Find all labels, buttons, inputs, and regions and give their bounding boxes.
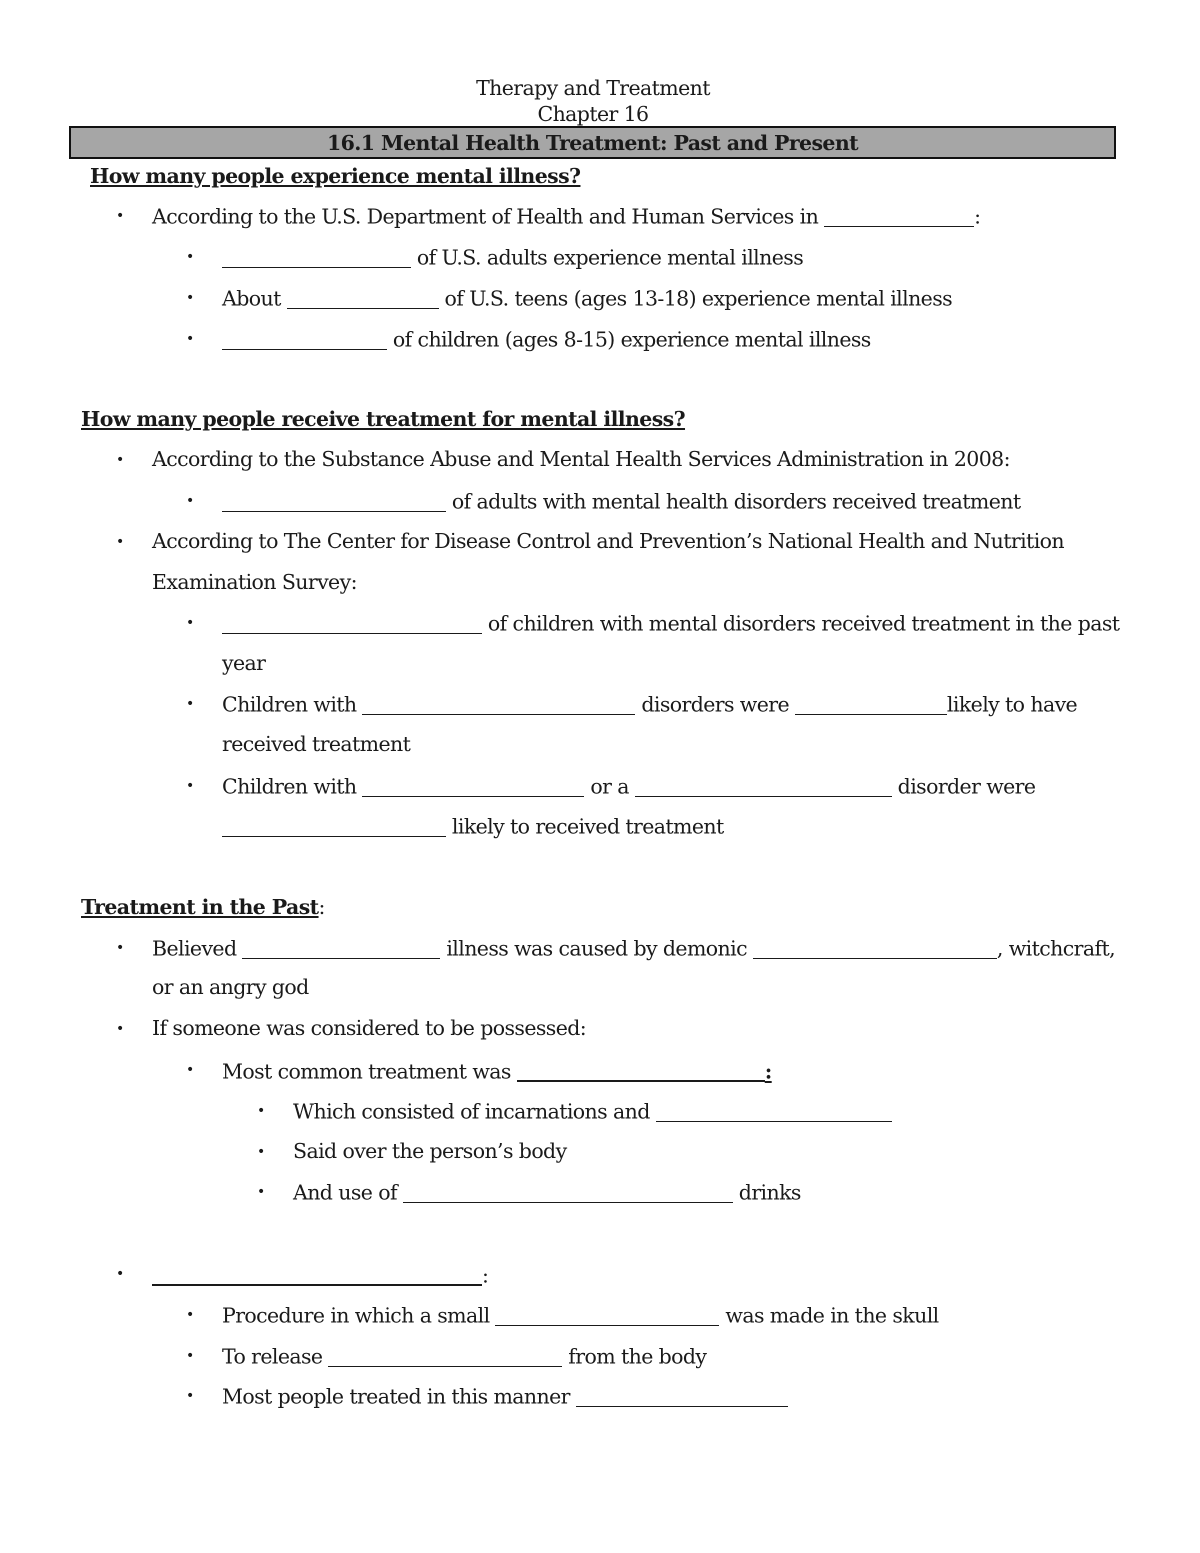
fill-blank[interactable] (328, 1345, 562, 1367)
list-item: Children with or a disorder were (222, 774, 1036, 799)
fill-blank[interactable] (656, 1100, 892, 1122)
fill-blank[interactable] (403, 1181, 733, 1203)
list-item: And use of drinks (293, 1180, 801, 1205)
list-item: To release from the body (222, 1344, 707, 1369)
fill-blank[interactable] (222, 328, 387, 350)
fill-blank[interactable] (576, 1385, 788, 1407)
bullet-icon: • (116, 452, 124, 468)
fill-blank[interactable] (287, 287, 439, 309)
fill-blank[interactable] (222, 815, 446, 837)
section1-heading: How many people experience mental illness? (90, 164, 581, 188)
fill-blank[interactable] (242, 937, 440, 959)
section2-heading: How many people receive treatment for mental illness? (81, 407, 686, 431)
fill-blank[interactable] (495, 1304, 719, 1326)
fill-blank[interactable] (824, 205, 974, 227)
bullet-icon: • (116, 208, 124, 224)
bullet-icon: • (186, 778, 194, 794)
fill-blank[interactable] (753, 937, 997, 959)
list-item: Believed illness was caused by demonic , witchcraft, (152, 936, 1116, 961)
fill-blank[interactable] (517, 1059, 765, 1082)
bullet-icon: • (257, 1144, 265, 1160)
list-item: Most people treated in this manner (222, 1385, 788, 1407)
fill-blank[interactable] (362, 693, 635, 715)
fill-blank[interactable] (152, 1263, 482, 1286)
bullet-icon: • (186, 331, 194, 347)
list-item-continuation: year (222, 651, 266, 675)
bullet-icon: • (186, 1062, 194, 1078)
list-item: Children with disorders were likely to have (222, 692, 1078, 717)
list-item-continuation: received treatment (222, 732, 411, 756)
bullet-icon: • (116, 1266, 124, 1282)
fill-blank[interactable] (795, 693, 947, 715)
list-item: of children (ages 8-15) experience mental illness (222, 328, 871, 350)
bullet-icon: • (186, 1348, 194, 1364)
bullet-icon: • (186, 1307, 194, 1323)
bullet-icon: • (186, 1388, 194, 1404)
bullet-icon: • (116, 534, 124, 550)
chapter-label: Chapter 16 (537, 102, 649, 126)
section3-heading: Treatment in the Past (81, 895, 319, 919)
bullet-icon: • (257, 1103, 265, 1119)
list-item: of adults with mental health disorders received treatment (222, 490, 1021, 512)
list-item: According to the U.S. Department of Health and Human Services in : (152, 204, 981, 229)
list-item: Which consisted of incarnations and (293, 1100, 892, 1122)
list-item: of U.S. adults experience mental illness (222, 246, 803, 268)
list-item: of children with mental disorders received treatment in the past (222, 612, 1119, 634)
bullet-icon: • (257, 1184, 265, 1200)
bullet-icon: • (186, 290, 194, 306)
fill-blank[interactable] (222, 612, 482, 634)
list-item: About of U.S. teens (ages 13-18) experience mental illness (222, 286, 953, 311)
bullet-icon: • (186, 615, 194, 631)
list-item-continuation: Examination Survey: (152, 570, 357, 594)
bullet-icon: • (186, 696, 194, 712)
list-item: Procedure in which a small was made in the skull (222, 1303, 939, 1328)
document-title: Therapy and Treatment (476, 76, 710, 100)
section-banner (69, 126, 1116, 159)
list-item: According to the Substance Abuse and Mental Health Services Administration in 2008: (152, 447, 1010, 471)
bullet-icon: • (116, 940, 124, 956)
list-item: Most common treatment was : (222, 1059, 772, 1084)
list-item-continuation: or an angry god (152, 975, 309, 999)
fill-blank[interactable] (635, 775, 892, 797)
list-item: If someone was considered to be possessed: (152, 1016, 587, 1040)
bullet-icon: • (186, 249, 194, 265)
section-banner-text: 16.1 Mental Health Treatment: Past and Present (326, 130, 859, 155)
section3-heading-line: Treatment in the Past: (81, 895, 325, 919)
fill-blank[interactable] (362, 775, 584, 797)
list-item-continuation: likely to received treatment (222, 815, 724, 837)
list-item: Said over the person’s body (293, 1139, 567, 1163)
fill-blank[interactable] (222, 246, 411, 268)
bullet-icon: • (116, 1021, 124, 1037)
list-item: : (152, 1263, 488, 1286)
bullet-icon: • (186, 493, 194, 509)
list-item: According to The Center for Disease Control and Prevention’s National Health and Nutrition (152, 529, 1064, 553)
fill-blank[interactable] (222, 490, 446, 512)
